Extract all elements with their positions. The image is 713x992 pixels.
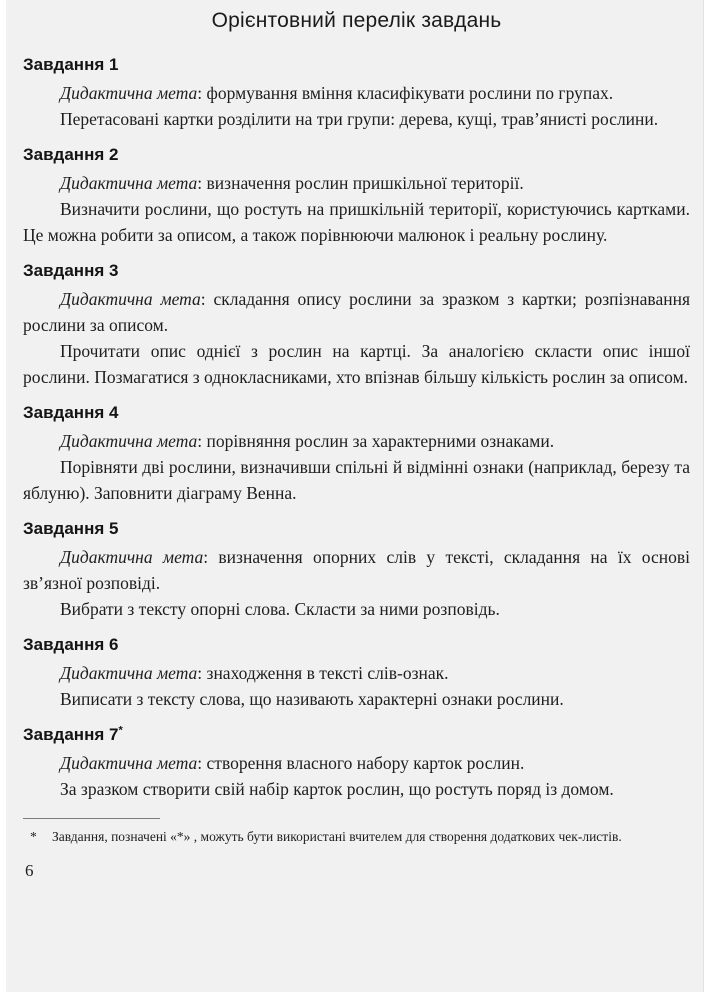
task-title-sup: * [118,724,123,737]
meta-label: Дидактична мета [60,431,198,451]
task-meta [23,170,690,196]
task-title-text: Завдання 7 [23,725,119,744]
task-section-3 [23,260,690,390]
page-number: 6 [25,861,34,880]
meta-text: : створення власного набору карток рослин. [197,753,525,773]
task-meta [23,544,690,596]
page-title: Орієнтовний перелік завдань [211,9,502,32]
book-page [6,0,704,992]
task-title-text: Завдання 5 [23,519,119,538]
task-meta [23,80,690,106]
task-body: Прочитати опис однієї з рослин на картці. За аналогією скласти опис іншої рослини. Позмагатися з однокласниками, хто впізнав більшу кількість рослин за описом. [23,341,690,387]
task-meta [23,428,690,454]
task-title-text: Завдання 4 [23,403,119,422]
task-title [23,144,690,165]
task-meta [23,286,690,338]
meta-text: : знаходження в тексті слів-ознак. [197,663,449,683]
footnote-divider [23,818,160,819]
footnote-text: Завдання, позначені «*» , можуть бути використані вчителем для створення додаткових чек-листів. [52,829,622,844]
task-title-text: Завдання 1 [23,55,119,74]
meta-label: Дидактична мета [60,547,204,567]
task-title [23,54,690,75]
task-title [23,402,690,423]
task-body: Виписати з тексту слова, що називають характерні ознаки рослини. [60,689,564,709]
task-title-text: Завдання 2 [23,145,119,164]
meta-label: Дидактична мета [60,173,198,193]
meta-label: Дидактична мета [60,289,201,309]
task-title [23,634,690,655]
meta-label: Дидактична мета [60,663,198,683]
meta-text: : складання опису рослини за зразком з картки; розпізнавання рослини за описом. [23,289,690,335]
meta-text: : формування вміння класифікувати рослини по групах. [197,83,614,103]
task-section-7 [23,724,690,802]
task-body: Порівняти дві рослини, визначивши спільні й відмінні ознаки (наприклад, березу та яблуню). Заповнити діаграму Венна. [23,457,690,503]
task-section-1 [23,54,690,132]
task-body: Визначити рослини, що ростуть на пришкільній території, користуючись картками. Це можна робити за описом, а також порівнюючи малюнок і реальну рослину. [23,199,690,245]
task-section-5 [23,518,690,622]
task-title [23,518,690,539]
task-meta [23,750,690,776]
task-body: Вибрати з тексту опорні слова. Скласти за ними розповідь. [60,599,500,619]
meta-text: : визначення опорних слів у тексті, складання на їх основі зв’язної розповіді. [23,547,690,593]
footnote [23,825,690,849]
footnote-marker: * [30,829,37,844]
meta-label: Дидактична мета [60,83,198,103]
task-section-6 [23,634,690,712]
task-body: За зразком створити свій набір карток рослин, що ростуть поряд із домом. [60,779,614,799]
task-title [23,724,690,745]
task-title-text: Завдання 6 [23,635,119,654]
task-meta [23,660,690,686]
meta-label: Дидактична мета [60,753,198,773]
task-section-4 [23,402,690,506]
task-section-2 [23,144,690,248]
task-title [23,260,690,281]
meta-text: : порівняння рослин за характерними ознаками. [197,431,555,451]
task-title-text: Завдання 3 [23,261,119,280]
meta-text: : визначення рослин пришкільної території. [197,173,524,193]
task-body: Перетасовані картки розділити на три групи: дерева, кущі, трав’янисті рослини. [60,109,659,129]
